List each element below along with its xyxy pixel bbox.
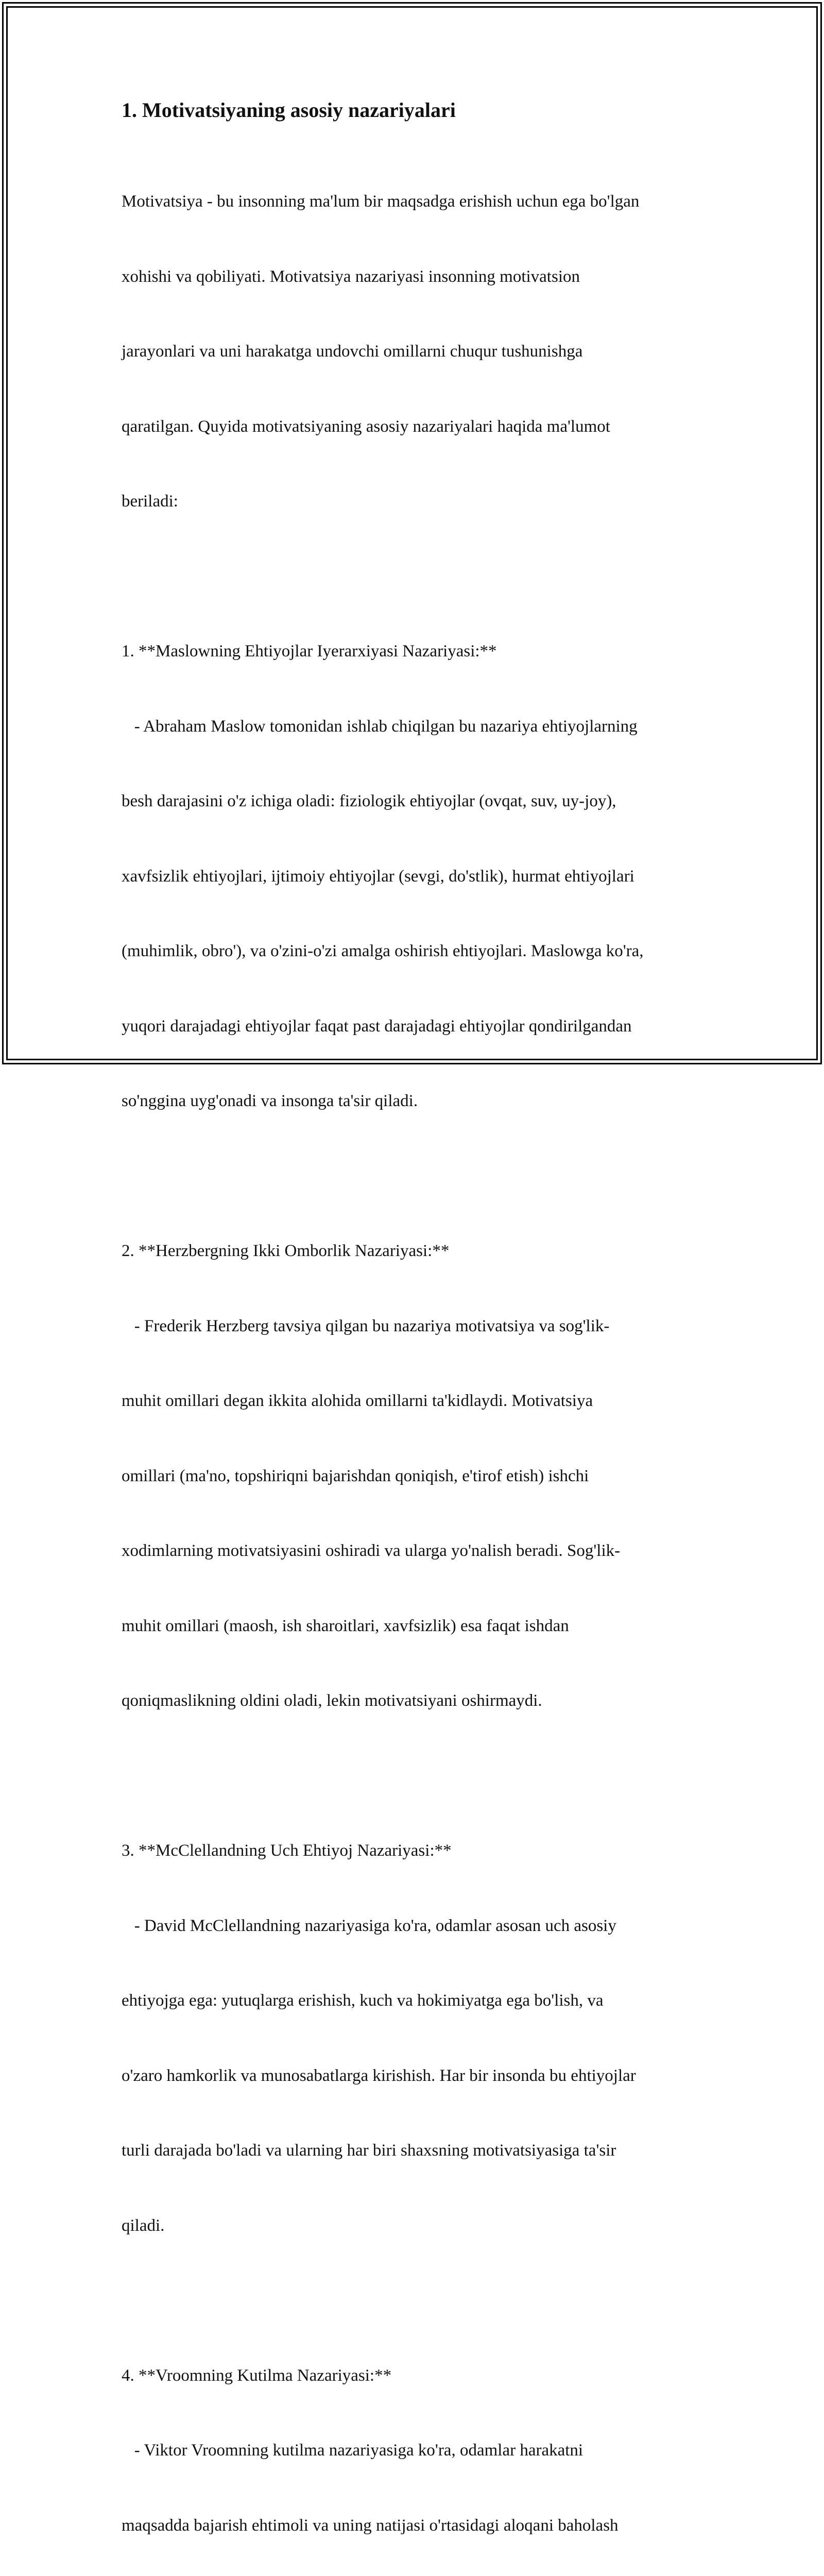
section-title: 4. **Vroomning Kutilma Nazariyasi:** — [122, 2363, 709, 2388]
intro-paragraph — [122, 139, 709, 564]
section-mcclelland — [122, 1788, 709, 2288]
text-line: xodimlarning motivatsiyasini oshiradi va ularga yo'nalish beradi. Sog'lik- — [122, 1538, 709, 1564]
text-line: beriladi: — [122, 489, 709, 514]
section-title: 3. **McClellandning Uch Ehtiyoj Nazariyasi:** — [122, 1838, 709, 1863]
text-line: (muhimlik, obro'), va o'zini-o'zi amalga oshirish ehtiyojlari. Maslowga ko'ra, — [122, 939, 709, 964]
text-line: - Frederik Herzberg tavsiya qilgan bu nazariya motivatsiya va sog'lik- — [122, 1314, 709, 1339]
section-vroom — [122, 2313, 709, 2576]
paragraph-gap — [122, 1764, 709, 1789]
section-title: 1. **Maslowning Ehtiyojlar Iyerarxiyasi Nazariyasi:** — [122, 639, 709, 664]
text-line: muhit omillari (maosh, ish sharoitlari, xavfsizlik) esa faqat ishdan — [122, 1614, 709, 1639]
section-herzberg — [122, 1189, 709, 1764]
text-line: o'zaro hamkorlik va munosabatlarga kirishish. Har bir insonda bu ehtiyojlar — [122, 2063, 709, 2089]
text-line: Motivatsiya - bu insonning ma'lum bir maqsadga erishish uchun ega bo'lgan — [122, 189, 709, 214]
text-line: qaratilgan. Quyida motivatsiyaning asosiy nazariyalari haqida ma'lumot — [122, 414, 709, 439]
text-line: qiladi. — [122, 2213, 709, 2239]
text-line: xohishi va qobiliyati. Motivatsiya nazariyasi insonning motivatsion — [122, 264, 709, 290]
text-line: besh darajasini o'z ichiga oladi: fiziologik ehtiyojlar (ovqat, suv, uy-joy), — [122, 789, 709, 814]
section-title: 2. **Herzbergning Ikki Omborlik Nazariyasi:** — [122, 1239, 709, 1264]
paragraph-gap — [122, 1164, 709, 1189]
section-maslow — [122, 589, 709, 1164]
text-line: jarayonlari va uni harakatga undovchi omillarni chuqur tushunishga — [122, 339, 709, 364]
text-line: xavfsizlik ehtiyojlari, ijtimoiy ehtiyojlar (sevgi, do'stlik), hurmat ehtiyojlari — [122, 864, 709, 889]
text-line: - David McClellandning nazariyasiga ko'ra, odamlar asosan uch asosiy — [122, 1913, 709, 1939]
text-line: - Abraham Maslow tomonidan ishlab chiqilgan bu nazariya ehtiyojlarning — [122, 714, 709, 739]
text-line: muhit omillari degan ikkita alohida omillarni ta'kidlaydi. Motivatsiya — [122, 1388, 709, 1414]
paragraph-gap — [122, 2288, 709, 2313]
text-line: ehtiyojga ega: yutuqlarga erishish, kuch va hokimiyatga ega bo'lish, va — [122, 1988, 709, 2013]
document-body — [122, 97, 709, 2576]
text-line: turli darajada bo'ladi va ularning har biri shaxsning motivatsiyasiga ta'sir — [122, 2138, 709, 2163]
text-line: - Viktor Vroomning kutilma nazariyasiga ko'ra, odamlar harakatni — [122, 2438, 709, 2463]
document-heading: 1. Motivatsiyaning asosiy nazariyalari — [122, 97, 709, 124]
text-line: qoniqmaslikning oldini oladi, lekin motivatsiyani oshirmaydi. — [122, 1688, 709, 1714]
text-line: maqsadda bajarish ehtimoli va uning natijasi o'rtasidagi aloqani baholash — [122, 2513, 709, 2538]
text-line: yuqori darajadagi ehtiyojlar faqat past darajadagi ehtiyojlar qondirilgandan — [122, 1014, 709, 1039]
text-line: so'nggina uyg'onadi va insonga ta'sir qiladi. — [122, 1089, 709, 1114]
paragraph-gap — [122, 564, 709, 589]
text-line: omillari (ma'no, topshiriqni bajarishdan qoniqish, e'tirof etish) ishchi — [122, 1464, 709, 1489]
